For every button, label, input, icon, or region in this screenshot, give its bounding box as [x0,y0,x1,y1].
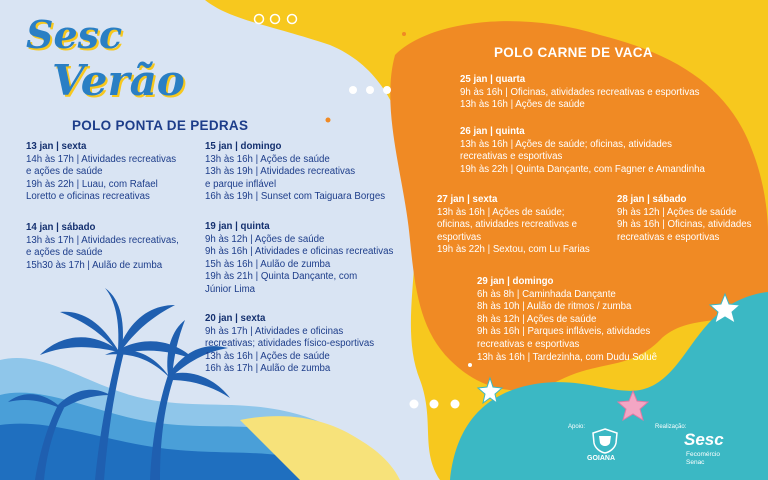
schedule-28-jan [617,194,751,244]
schedule-line: 13h às 16h | Ações de saúde [460,99,585,111]
day-label: 13 jan | sexta [26,141,87,152]
goiana-logo-text: GOIANA [587,455,615,462]
day-label: 27 jan | sexta [437,194,498,205]
deco-dot [326,118,331,123]
deco-dot [468,363,472,367]
schedule-line: 14h às 17h | Atividades recreativas [26,153,177,165]
schedule-line: e ações de saúde [26,247,103,259]
day-label: 26 jan | quinta [460,126,525,137]
schedule-25-jan [460,74,699,112]
schedule-line: 16h às 17h | Aulão de zumba [205,363,331,375]
sesc-verao-logo [22,8,212,118]
deco-dot [410,400,419,409]
schedule-line: 13h às 19h | Atividades recreativas [205,166,356,178]
schedule-29-jan [477,276,657,364]
fecomercio-logo: Fecomércio [686,451,720,458]
deco-dot [738,90,743,95]
schedule-line: 19h às 21h | Quinta Dançante, com [205,271,358,283]
schedule-line: 19h às 22h | Luau, com Rafael [26,178,158,190]
schedule-26-jan [460,126,705,176]
schedule-line: recreativas e esportivas [477,338,580,350]
apoio-label: Apoio: [568,424,586,430]
schedule-20-jan [205,313,374,376]
day-label: 29 jan | domingo [477,276,554,287]
goiana-crest-icon [590,428,620,454]
day-label: 15 jan | domingo [205,141,282,152]
deco-dot [405,56,409,60]
schedule-line: 9h às 12h | Ações de saúde [205,233,325,245]
schedule-line: 13h às 16h | Ações de saúde; [437,206,565,218]
schedule-line: 9h às 16h | Oficinas, atividades recreativas e esportivas [460,86,700,98]
schedule-19-jan [205,221,393,297]
schedule-line: e ações de saúde [26,166,103,178]
schedule-line: 13h às 16h | Ações de saúde [205,153,330,165]
deco-dot [451,400,460,409]
schedule-line: 13h às 16h | Ações de saúde; oficinas, atividades [460,138,673,150]
deco-dot [383,86,391,94]
schedule-line: 9h às 16h | Parques infláveis, atividades [477,326,651,338]
schedule-line: 13h às 17h | Atividades recreativas, [26,234,179,246]
polo-ponta-title: POLO PONTA DE PEDRAS [72,118,249,133]
schedule-line: 9h às 12h | Ações de saúde [617,206,737,218]
title-line1: Sesc [26,12,123,57]
day-label: 25 jan | quarta [460,74,526,85]
schedule-line: recreativas; atividades físico-esportivas [205,338,375,350]
schedule-line: 6h às 8h | Caminhada Dançante [477,288,616,300]
schedule-line: oficinas, atividades recreativas e [437,219,578,231]
schedule-line: Júnior Lima [205,283,256,295]
day-label: 28 jan | sábado [617,194,687,205]
schedule-line: 8h às 10h | Aulão de ritmos / zumba [477,301,632,313]
title-line2: Verão [52,56,185,105]
schedule-line: 15h às 16h | Aulão de zumba [205,258,331,270]
deco-dot [402,32,406,36]
schedule-line: recreativas e esportivas [460,151,563,163]
schedule-15-jan [205,141,385,204]
schedule-27-jan [437,194,590,257]
schedule-line: 9h às 17h | Atividades e oficinas [205,325,344,337]
deco-dot [430,400,439,409]
day-label: 19 jan | quinta [205,221,270,232]
schedule-line: esportivas [437,231,482,243]
day-label: 14 jan | sábado [26,222,96,233]
schedule-line: 19h às 22h | Sextou, com Lu Farias [437,244,590,256]
deco-dot [349,86,357,94]
polo-carne-title: POLO CARNE DE VACA [494,45,653,60]
realizacao-label: Realização: [655,424,687,430]
senac-logo: Senac [686,459,705,466]
schedule-14-jan [26,222,179,272]
schedule-line: 19h às 22h | Quinta Dançante, com Fagner e Amandinha [460,163,705,175]
deco-dot [366,86,374,94]
schedule-line: 15h30 às 17h | Aulão de zumba [26,259,163,271]
schedule-line: 9h às 16h | Atividades e oficinas recreativas [205,246,394,258]
schedule-line: 16h às 19h | Sunset com Taiguara Borges [205,191,386,203]
schedule-line: e parque inflável [205,178,277,190]
schedule-line: 8h às 12h | Ações de saúde [477,313,597,325]
schedule-line: 13h às 16h | Tardezinha, com Dudu Soluê [477,351,658,363]
schedule-line: 9h às 16h | Oficinas, atividades [617,219,752,231]
schedule-line: recreativas e esportivas [617,231,720,243]
schedule-line: Loretto e oficinas recreativas [26,191,150,203]
sesc-logo: Sesc [684,430,724,449]
schedule-line: 13h às 16h | Ações de saúde [205,350,330,362]
day-label: 20 jan | sexta [205,313,266,324]
schedule-13-jan [26,141,176,204]
